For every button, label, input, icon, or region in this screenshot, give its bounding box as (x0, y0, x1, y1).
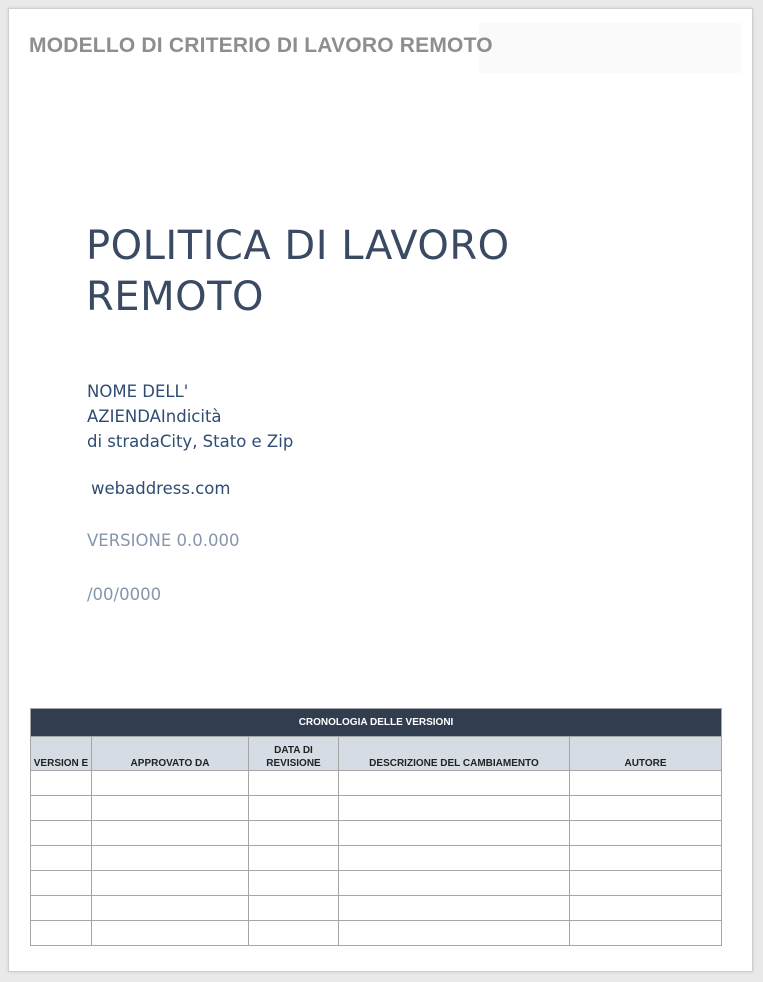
table-cell[interactable] (249, 896, 339, 921)
table-cell[interactable] (339, 896, 570, 921)
header-shade (479, 23, 741, 73)
version-history-table (30, 708, 722, 946)
table-cell[interactable] (339, 846, 570, 871)
column-header-version: VERSION E (31, 737, 92, 771)
table-row (31, 771, 722, 796)
table-cell[interactable] (249, 771, 339, 796)
table-cell[interactable] (339, 921, 570, 946)
column-header-revision-date: DATA DI REVISIONE (249, 737, 339, 771)
company-city-line: di stradaCity, Stato e Zip (87, 432, 294, 451)
table-cell[interactable] (570, 821, 722, 846)
table-row (31, 871, 722, 896)
document-page (8, 8, 753, 972)
company-name-line: NOME DELL' (87, 382, 189, 401)
table-cell[interactable] (31, 771, 92, 796)
table-cell[interactable] (249, 846, 339, 871)
table-cell[interactable] (92, 921, 249, 946)
table-cell[interactable] (339, 821, 570, 846)
table-cell[interactable] (92, 796, 249, 821)
table-cell[interactable] (249, 871, 339, 896)
company-address-block (87, 379, 293, 454)
table-row (31, 846, 722, 871)
table-cell[interactable] (249, 821, 339, 846)
table-cell[interactable] (92, 871, 249, 896)
table-cell[interactable] (339, 771, 570, 796)
table-cell[interactable] (570, 796, 722, 821)
table-row (31, 821, 722, 846)
table-cell[interactable] (31, 821, 92, 846)
table-cell[interactable] (570, 771, 722, 796)
table-cell[interactable] (570, 921, 722, 946)
table-row (31, 896, 722, 921)
version-label: VERSIONE 0.0.000 (87, 531, 240, 550)
table-cell[interactable] (570, 871, 722, 896)
table-cell[interactable] (92, 896, 249, 921)
table-row (31, 921, 722, 946)
table-cell[interactable] (249, 921, 339, 946)
table-cell[interactable] (570, 846, 722, 871)
table-cell[interactable] (249, 796, 339, 821)
table-cell[interactable] (339, 871, 570, 896)
version-history-caption: CRONOLOGIA DELLE VERSIONI (31, 709, 722, 737)
table-cell[interactable] (31, 896, 92, 921)
table-cell[interactable] (31, 846, 92, 871)
table-row (31, 796, 722, 821)
column-header-approved-by: APPROVATO DA (92, 737, 249, 771)
table-cell[interactable] (31, 921, 92, 946)
table-cell[interactable] (339, 796, 570, 821)
table-cell[interactable] (570, 896, 722, 921)
company-address-line: AZIENDAIndicità (87, 407, 222, 426)
column-header-change-description: DESCRIZIONE DEL CAMBIAMENTO (339, 737, 570, 771)
table-cell[interactable] (92, 771, 249, 796)
table-cell[interactable] (31, 871, 92, 896)
table-cell[interactable] (92, 846, 249, 871)
policy-title: POLITICA DI LAVORO REMOTO (86, 223, 510, 320)
date-label: /00/0000 (87, 585, 162, 604)
table-cell[interactable] (92, 821, 249, 846)
table-cell[interactable] (31, 796, 92, 821)
web-address: webaddress.com (91, 479, 231, 498)
column-header-author: AUTORE (570, 737, 722, 771)
template-header-title: MODELLO DI CRITERIO DI LAVORO REMOTO (29, 34, 493, 57)
